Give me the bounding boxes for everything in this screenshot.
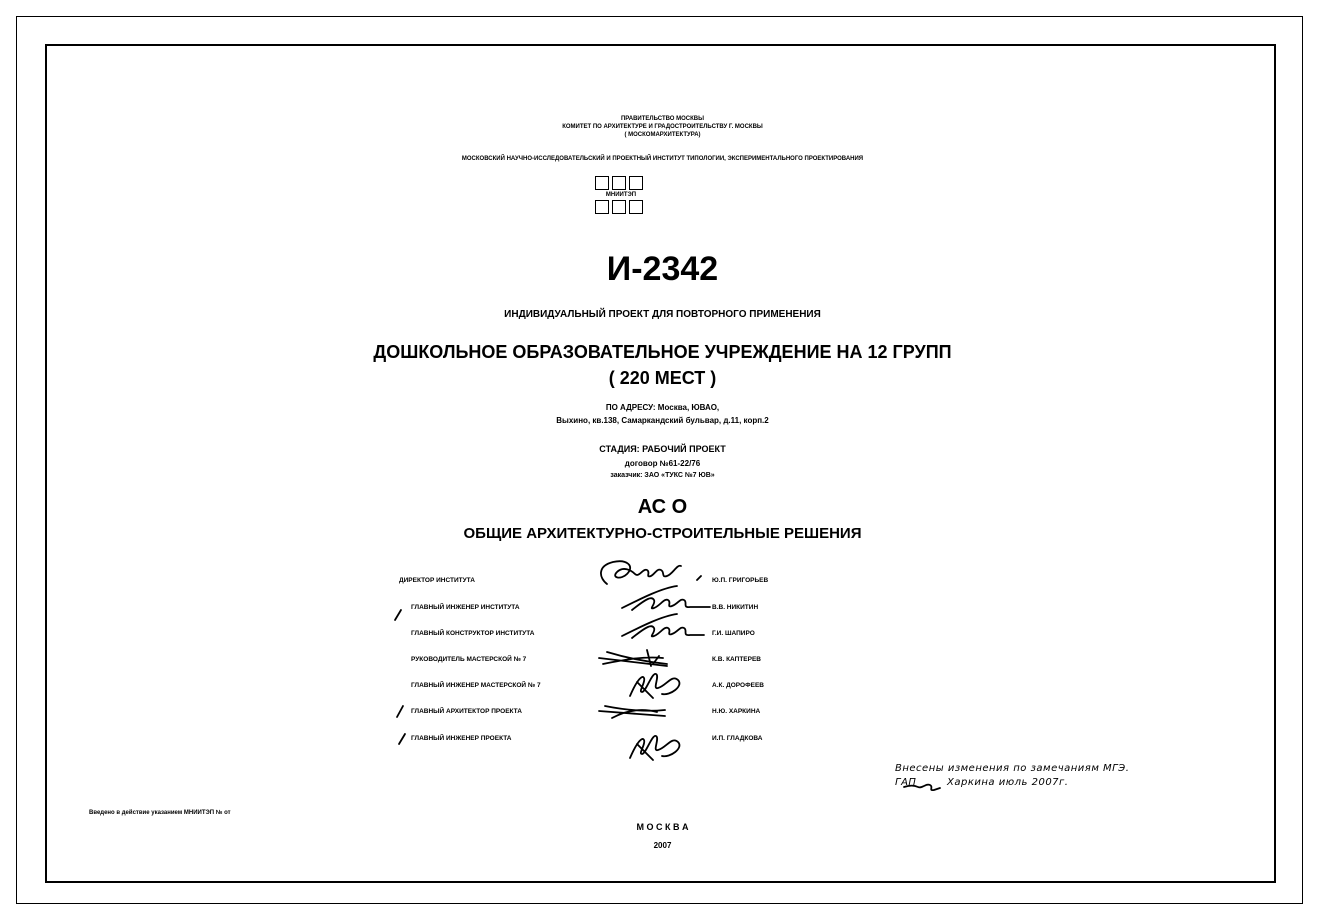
change-note-line-2: Харкина июль 2007г. [947, 777, 1069, 788]
project-kind: ИНДИВИДУАЛЬНЫЙ ПРОЕКТ ДЛЯ ПОВТОРНОГО ПРИМЕНЕНИЯ [504, 309, 821, 320]
sig-role-2: ГЛАВНЫЙ ИНЖЕНЕР ИНСТИТУТА [411, 604, 520, 611]
sig-role-7: ГЛАВНЫЙ ИНЖЕНЕР ПРОЕКТА [411, 735, 512, 742]
project-capacity: ( 220 МЕСТ ) [608, 368, 717, 388]
check-mark-1 [395, 610, 401, 620]
city: М О С К В А [636, 822, 689, 832]
stage: СТАДИЯ: РАБОЧИЙ ПРОЕКТ [599, 444, 726, 454]
sig-name-7: И.П. ГЛАДКОВА [712, 735, 763, 742]
sig-name-6: Н.Ю. ХАРКИНА [712, 708, 761, 715]
gov-line: ПРАВИТЕЛЬСТВО МОСКВЫ [620, 116, 705, 122]
address-line-1: ПО АДРЕСУ: Москва, ЮВАО, [605, 403, 720, 412]
section-code: АС О [637, 496, 688, 518]
section-title: ОБЩИЕ АРХИТЕКТУРНО-СТРОИТЕЛЬНЫЕ РЕШЕНИЯ [463, 525, 862, 542]
project-title: ДОШКОЛЬНОЕ ОБРАЗОВАТЕЛЬНОЕ УЧРЕЖДЕНИЕ НА 12 ГРУПП [373, 342, 952, 362]
signature-shapiro [622, 614, 704, 638]
sig-name-5: А.К. ДОРОФЕЕВ [712, 682, 764, 689]
sig-role-1: ДИРЕКТОР ИНСТИТУТА [399, 577, 475, 584]
check-mark-2 [397, 706, 403, 717]
change-note-gap: ГАП [895, 777, 917, 788]
address-line-2: Выхино, кв.138, Самаркандский бульвар, д.11, корп.2 [556, 416, 769, 425]
sig-name-4: К.В. КАПТЕРЕВ [712, 656, 761, 663]
signature-kapterev [599, 650, 667, 666]
sig-name-3: Г.И. ШАПИРО [712, 630, 755, 637]
change-note-line-1: Внесены изменения по замечаниям МГЭ. [895, 763, 1130, 774]
sig-role-5: ГЛАВНЫЙ ИНЖЕНЕР МАСТЕРСКОЙ № 7 [411, 682, 541, 689]
signature-dorofeev [630, 674, 679, 698]
sig-role-3: ГЛАВНЫЙ КОНСТРУКТОР ИНСТИТУТА [411, 630, 535, 637]
signature-kharkina [599, 706, 665, 718]
year: 2007 [653, 841, 672, 850]
project-code: И-2342 [606, 250, 719, 288]
check-mark-3 [399, 734, 405, 744]
customer: заказчик: ЗАО «ТУКС №7 ЮВ» [610, 472, 715, 479]
sig-name-2: В.В. НИКИТИН [712, 604, 759, 611]
contract: договор №61-22/76 [624, 459, 701, 468]
committee-line: КОМИТЕТ ПО АРХИТЕКТУРЕ И ГРАДОСТРОИТЕЛЬСТВУ Г. МОСКВЫ [562, 124, 763, 130]
logo-text: МНИИТЭП [605, 192, 637, 198]
sig-name-1: Ю.П. ГРИГОРЬЕВ [712, 577, 769, 584]
signature-gladkova [630, 736, 679, 760]
enactment-line: Введено в действие указанием МНИИТЭП № от [89, 810, 231, 816]
signature-nikitin [622, 586, 710, 610]
institute-name: МОСКОВСКИЙ НАУЧНО-ИССЛЕДОВАТЕЛЬСКИЙ И ПРОЕКТНЫЙ ИНСТИТУТ ТИПОЛОГИИ, ЭКСПЕРИМЕНТАЛЬНОГО ПРОЕКТИРОВАНИЯ [461, 156, 864, 162]
sig-role-6: ГЛАВНЫЙ АРХИТЕКТОР ПРОЕКТА [411, 708, 522, 715]
sig-role-4: РУКОВОДИТЕЛЬ МАСТЕРСКОЙ № 7 [411, 656, 527, 663]
title-sheet [45, 44, 1276, 883]
committee-abbr: ( МОСКОМАРХИТЕКТУРА) [624, 132, 701, 138]
signature-grigoriev [601, 561, 701, 584]
handwritten-signatures [47, 46, 1278, 885]
